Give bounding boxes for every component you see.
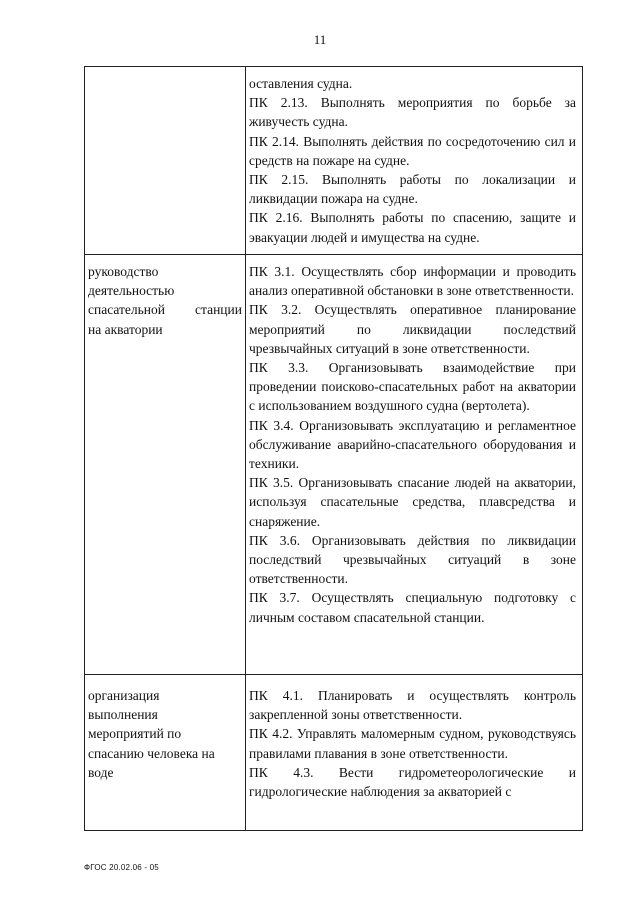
competency-text: ПК 2.14. Выполнять действия по сосредоточению сил и средств на пожаре на судне.: [249, 133, 576, 168]
row-divider: [85, 254, 582, 255]
activity-text: на акватории: [88, 321, 163, 337]
competency-table: [84, 66, 583, 831]
competency-text: ПК 3.4. Организовывать эксплуатацию и регламентное обслуживание аварийно-спасательного оборудования и техники.: [249, 417, 576, 472]
activity-text: воде: [88, 764, 114, 780]
competency-text: ПК 3.7. Осуществлять специальную подготовку с личным составом спасательной станции.: [249, 590, 576, 625]
competency-text: ПК 3.3. Организовывать взаимодействие при проведении поисково-спасательных работ на акватории с использованием воздушного судна (вертолета).: [249, 360, 576, 414]
document-code: ФГОС 20.02.06 - 05: [84, 863, 159, 872]
activity-text: спасательной станции: [88, 302, 242, 318]
competency-text: ПК 4.3. Вести гидрометеорологические и гидрологические наблюдения за акваторией с: [249, 764, 576, 800]
competency-cell: [249, 262, 576, 627]
page-number: 11: [313, 32, 327, 47]
competency-cell: [249, 686, 576, 801]
competency-cell: [249, 74, 576, 247]
competency-text: ПК 3.2. Осуществлять оперативное планирование мероприятий по ликвидации последствий чрезвычайных ситуаций в зоне ответственности.: [249, 302, 576, 356]
activity-text: спасанию человека на: [88, 745, 215, 761]
row-divider: [85, 674, 582, 675]
competency-text: ПК 2.15. Выполнять работы по локализации и ликвидации пожара на судне.: [249, 172, 576, 207]
activity-text: выполнения: [88, 707, 158, 723]
activity-text: мероприятий по: [88, 726, 182, 742]
competency-text: ПК 4.2. Управлять маломерным судном, руководствуясь правилами плавания в зоне ответственности.: [249, 726, 576, 761]
competency-text: ПК 3.5. Организовывать спасание людей на акватории, используя спасательные средства, плавсредства и снаряжение.: [249, 475, 576, 529]
activity-text: организация: [88, 688, 160, 703]
competency-text: ПК 2.16. Выполнять работы по спасению, защите и эвакуации людей и имущества на судне.: [249, 210, 576, 245]
competency-text: оставления судна.: [249, 76, 353, 91]
competency-text: ПК 3.6. Организовывать действия по ликвидации последствий чрезвычайных ситуаций в зоне ответственности.: [249, 532, 576, 587]
activity-cell: [88, 686, 242, 782]
competency-text: ПК 4.1. Планировать и осуществлять контроль закрепленной зоны ответственности.: [249, 688, 576, 723]
activity-text: деятельностью: [88, 283, 175, 299]
activity-text: руководство: [88, 264, 159, 279]
activity-cell: [88, 262, 242, 339]
competency-text: ПК 3.1. Осуществлять сбор информации и проводить анализ оперативной обстановки в зоне ответственности.: [249, 264, 576, 299]
competency-text: ПК 2.13. Выполнять мероприятия по борьбе за живучесть судна.: [249, 95, 576, 130]
column-divider: [245, 67, 246, 830]
